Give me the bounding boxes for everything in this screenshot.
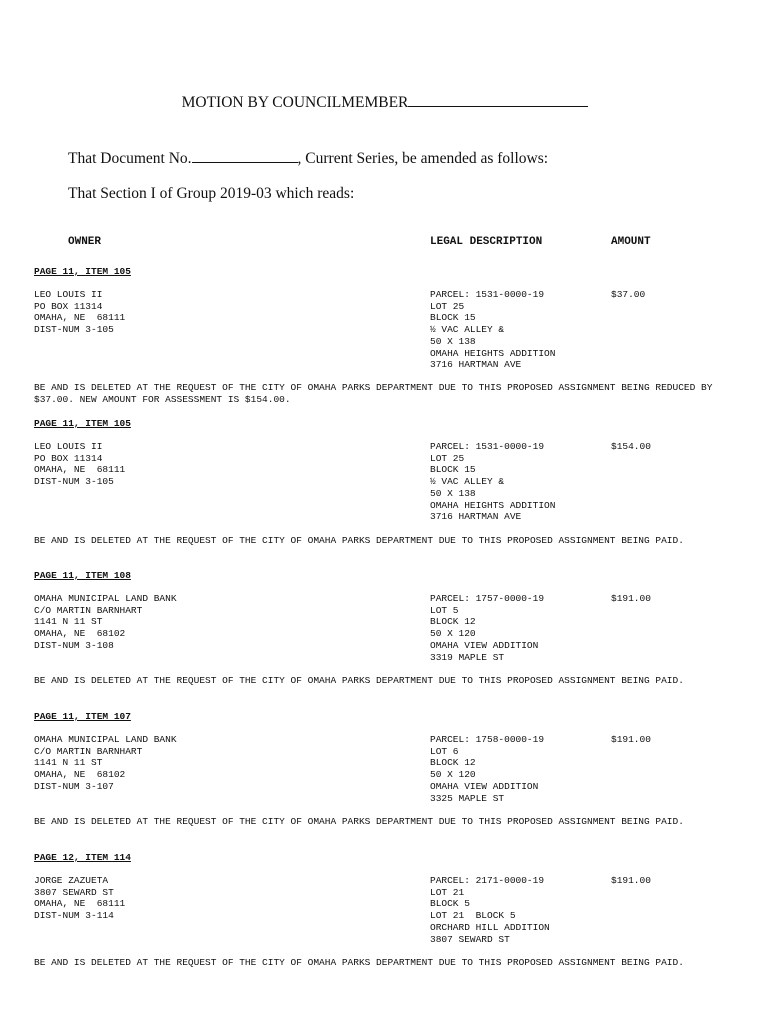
entry-heading: PAGE 12, ITEM 114 [34,852,131,863]
section-line: That Section I of Group 2019-03 which reads: [68,185,355,202]
legal-description-header: LEGAL DESCRIPTION [430,236,543,248]
entry-heading: PAGE 11, ITEM 105 [34,266,131,277]
amount-value: $154.00 [611,441,651,452]
entry-heading: PAGE 11, ITEM 105 [34,418,131,429]
deletion-note: BE AND IS DELETED AT THE REQUEST OF THE CITY OF OMAHA PARKS DEPARTMENT DUE TO THIS PROPOSED ASSIGNMENT BEING PAID. [34,675,684,686]
legal-description-block: PARCEL: 1757-0000-19 LOT 5 BLOCK 12 50 X 120 OMAHA VIEW ADDITION 3319 MAPLE ST [430,593,545,663]
document-number-line [68,148,548,168]
amount-value: $191.00 [611,875,651,886]
deletion-note: BE AND IS DELETED AT THE REQUEST OF THE CITY OF OMAHA PARKS DEPARTMENT DUE TO THIS PROPOSED ASSIGNMENT BEING PAID. [34,957,684,968]
entry-heading: PAGE 11, ITEM 107 [34,711,131,722]
document-number-prefix: That Document No. [68,150,192,167]
deletion-note: BE AND IS DELETED AT THE REQUEST OF THE CITY OF OMAHA PARKS DEPARTMENT DUE TO THIS PROPOSED ASSIGNMENT BEING PAID. [34,816,684,827]
motion-title-text: MOTION BY COUNCILMEMBER [181,94,409,111]
document-number-blank [192,148,298,163]
legal-description-block: PARCEL: 1531-0000-19 LOT 25 BLOCK 15 ½ VAC ALLEY & 50 X 138 OMAHA HEIGHTS ADDITION 3716 HARTMAN AVE [430,441,556,523]
owner-block: JORGE ZAZUETA 3807 SEWARD ST OMAHA, NE 68111 DIST-NUM 3-114 [34,875,126,922]
owner-header: OWNER [68,236,102,248]
legal-description-block: PARCEL: 2171-0000-19 LOT 21 BLOCK 5 LOT 21 BLOCK 5 ORCHARD HILL ADDITION 3807 SEWARD ST [430,875,550,945]
owner-block: OMAHA MUNICIPAL LAND BANK C/O MARTIN BARNHART 1141 N 11 ST OMAHA, NE 68102 DIST-NUM 3-107 [34,734,177,792]
amount-header: AMOUNT [611,236,651,248]
legal-description-block: PARCEL: 1531-0000-19 LOT 25 BLOCK 15 ½ VAC ALLEY & 50 X 138 OMAHA HEIGHTS ADDITION 3716 HARTMAN AVE [430,289,556,371]
deletion-note: BE AND IS DELETED AT THE REQUEST OF THE CITY OF OMAHA PARKS DEPARTMENT DUE TO THIS PROPOSED ASSIGNMENT BEING PAID. [34,535,684,546]
owner-block: LEO LOUIS II PO BOX 11314 OMAHA, NE 68111 DIST-NUM 3-105 [34,441,126,488]
motion-title [0,92,770,112]
amount-value: $37.00 [611,289,646,300]
councilmember-blank [408,92,588,107]
entry-heading: PAGE 11, ITEM 108 [34,570,131,581]
owner-block: LEO LOUIS II PO BOX 11314 OMAHA, NE 68111 DIST-NUM 3-105 [34,289,126,336]
document-number-suffix: , Current Series, be amended as follows: [297,150,549,167]
deletion-note: BE AND IS DELETED AT THE REQUEST OF THE CITY OF OMAHA PARKS DEPARTMENT DUE TO THIS PROPOSED ASSIGNMENT BEING REDUCED BY $37.00. NEW AMOUNT FOR ASSESSMENT IS $154.00. [34,382,713,405]
amount-value: $191.00 [611,734,651,745]
amount-value: $191.00 [611,593,651,604]
legal-description-block: PARCEL: 1758-0000-19 LOT 6 BLOCK 12 50 X 120 OMAHA VIEW ADDITION 3325 MAPLE ST [430,734,545,804]
owner-block: OMAHA MUNICIPAL LAND BANK C/O MARTIN BARNHART 1141 N 11 ST OMAHA, NE 68102 DIST-NUM 3-108 [34,593,177,651]
